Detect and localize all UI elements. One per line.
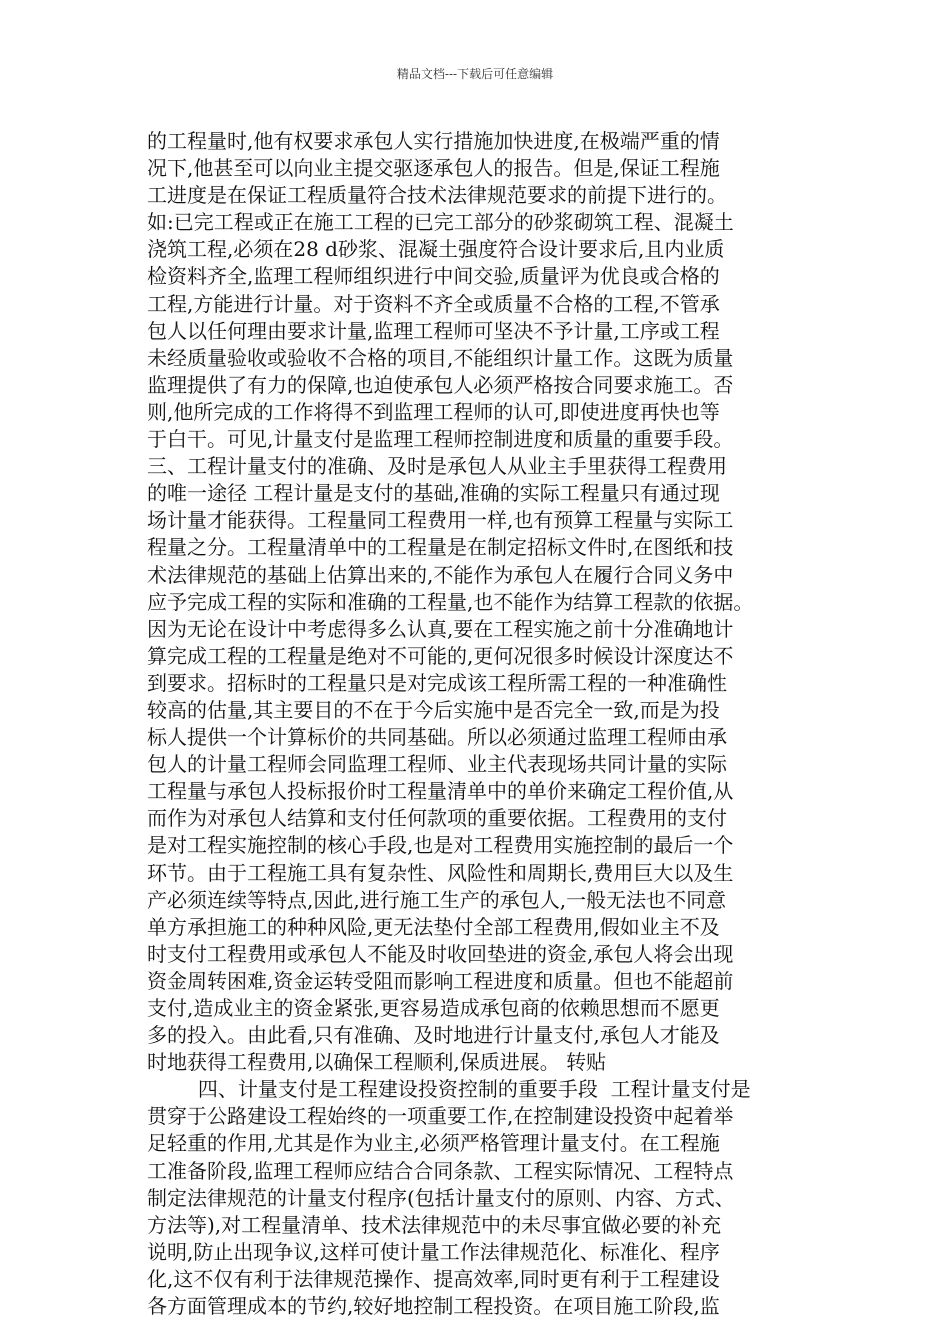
text-line: 工准备阶段,监理工程师应结合合同条款、工程实际情况、工程特点	[147, 1158, 734, 1183]
text-line: 况下,他甚至可以向业主提交驱逐承包人的报告。但是,保证工程施	[147, 156, 720, 181]
text-line: 浇筑工程,必须在28 d砂浆、混凝土强度符合设计要求后,且内业质	[147, 237, 725, 262]
text-line: 足轻重的作用,尤其是作为业主,必须严格管理计量支付。在工程施	[147, 1131, 720, 1156]
text-line: 四、计量支付是工程建设投资控制的重要手段 工程计量支付是	[147, 1077, 751, 1102]
text-line: 较高的估量,其主要目的不在于今后实施中是否完全一致,而是为投	[147, 697, 720, 722]
text-line: 于白干。可见,计量支付是监理工程师控制进度和质量的重要手段。	[147, 427, 734, 452]
text-line: 包人以任何理由要求计量,监理工程师可坚决不予计量,工序或工程	[147, 318, 720, 343]
text-line: 制定法律规范的计量支付程序(包括计量支付的原则、内容、方式、	[147, 1185, 735, 1210]
text-line: 是对工程实施控制的核心手段,也是对工程费用实施控制的最后一个	[147, 833, 734, 858]
text-line: 说明,防止出现争议,这样可使计量工作法律规范化、标准化、程序	[147, 1239, 720, 1264]
text-line: 工程量与承包人投标报价时工程量清单中的单价来确定工程价值,从	[147, 779, 734, 804]
body-text	[147, 128, 807, 1320]
text-line: 监理提供了有力的保障,也迫使承包人必须严格按合同要求施工。否	[147, 372, 734, 397]
text-line: 检资料齐全,监理工程师组织进行中间交验,质量评为优良或合格的	[147, 264, 720, 289]
text-line: 环节。由于工程施工具有复杂性、风险性和周期长,费用巨大以及生	[147, 860, 734, 885]
text-line: 支付,造成业主的资金紧张,更容易造成承包商的依赖思想而不愿更	[147, 996, 720, 1020]
text-line: 的唯一途径 工程计量是支付的基础,准确的实际工程量只有通过现	[147, 481, 720, 506]
text-line: 单方承担施工的种种风险,更无法垫付全部工程费用,假如业主不及	[147, 914, 720, 939]
text-line: 而作为对承包人结算和支付任何款项的重要依据。工程费用的支付	[147, 806, 727, 831]
text-line: 如:已完工程或正在施工工程的已完工部分的砂浆砌筑工程、混凝土	[147, 210, 734, 235]
text-line: 应予完成工程的实际和准确的工程量,也不能作为结算工程款的依据。	[147, 589, 754, 614]
text-line: 术法律规范的基础上估算出来的,不能作为承包人在履行合同义务中	[147, 562, 734, 587]
text-line: 则,他所完成的工作将得不到监理工程师的认可,即使进度再快也等	[147, 399, 720, 424]
text-line: 程量之分。工程量清单中的工程量是在制定招标文件时,在图纸和技	[147, 535, 734, 560]
text-line: 多的投入。由此看,只有准确、及时地进行计量支付,承包人才能及	[147, 1023, 720, 1048]
text-line: 各方面管理成本的节约,较好地控制工程投资。在项目施工阶段,监	[147, 1294, 720, 1319]
page-header: 精品文档---下载后可任意编辑	[396, 67, 554, 81]
text-line: 方法等),对工程量清单、技术法律规范中的未尽事宜做必要的补充	[147, 1212, 722, 1237]
text-line: 因为无论在设计中考虑得多么认真,要在工程实施之前十分准确地计	[147, 616, 734, 641]
text-line: 场计量才能获得。工程量同工程费用一样,也有预算工程量与实际工	[147, 508, 734, 533]
text-line: 工进度是在保证工程质量符合技术法律规范要求的前提下进行的。	[147, 183, 727, 208]
text-line: 化,这不仅有利于法律规范操作、提高效率,同时更有利于工程建设	[147, 1266, 720, 1291]
text-line: 时地获得工程费用,以确保工程顺利,保质进展。 转贴	[147, 1050, 607, 1075]
text-line: 三、工程计量支付的准确、及时是承包人从业主手里获得工程费用	[147, 454, 727, 479]
text-line: 包人的计量工程师会同监理工程师、业主代表现场共同计量的实际	[147, 752, 727, 777]
text-line: 贯穿于公路建设工程始终的一项重要工作,在控制建设投资中起着举	[147, 1104, 734, 1129]
text-line: 标人提供一个计算标价的共同基础。所以必须通过监理工程师由承	[147, 725, 727, 750]
text-line: 时支付工程费用或承包人不能及时收回垫进的资金,承包人将会出现	[147, 941, 734, 966]
text-line: 产必须连续等特点,因此,进行施工生产的承包人,一般无法也不同意	[147, 887, 727, 912]
text-line: 到要求。招标时的工程量只是对完成该工程所需工程的一种准确性	[147, 670, 727, 695]
text-line: 未经质量验收或验收不合格的项目,不能组织计量工作。这既为质量	[147, 345, 734, 370]
text-line: 的工程量时,他有权要求承包人实行措施加快进度,在极端严重的情	[147, 129, 720, 153]
text-line: 工程,方能进行计量。对于资料不齐全或质量不合格的工程,不管承	[147, 291, 720, 316]
text-line: 算完成工程的工程量是绝对不可能的,更何况很多时候设计深度达不	[147, 643, 734, 668]
text-line: 资金周转困难,资金运转受阻而影响工程进度和质量。但也不能超前	[147, 968, 734, 993]
